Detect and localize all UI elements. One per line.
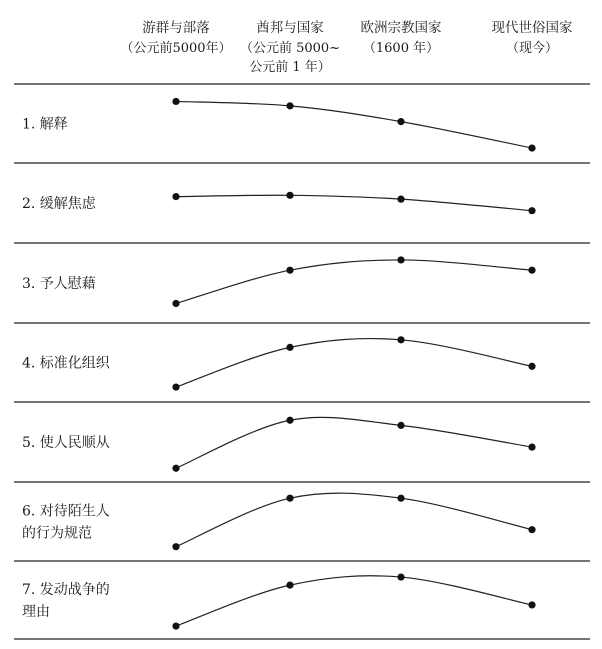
- row-label: 5. 使人民顺从: [22, 435, 110, 451]
- level-point: [172, 98, 179, 105]
- level-point: [286, 495, 293, 502]
- level-point: [528, 526, 535, 533]
- row-label: 理由: [22, 604, 50, 620]
- trend-curve: [176, 417, 532, 468]
- row: [14, 192, 590, 243]
- row: [14, 98, 590, 163]
- column-title: 现代世俗国家: [491, 20, 573, 36]
- level-point: [528, 267, 535, 274]
- row: [14, 493, 590, 561]
- column-title: 欧洲宗教国家: [360, 20, 442, 36]
- row-label: 6. 对待陌生人: [22, 503, 110, 520]
- level-point: [286, 417, 293, 424]
- trend-curve: [176, 339, 532, 388]
- level-point: [397, 422, 404, 429]
- level-point: [286, 344, 293, 351]
- level-point: [397, 118, 404, 125]
- level-point: [286, 192, 293, 199]
- level-point: [286, 267, 293, 274]
- row-label: 3. 予人慰藉: [22, 276, 96, 292]
- level-point: [397, 256, 404, 263]
- level-point: [172, 465, 179, 472]
- level-point: [528, 144, 535, 151]
- row: [14, 336, 590, 402]
- column-subtitle: （公元前 5000~: [239, 41, 341, 56]
- level-point: [172, 193, 179, 200]
- row-label: 2. 缓解焦虑: [22, 196, 96, 212]
- trend-curve: [176, 260, 532, 304]
- row-label: 1. 解释: [22, 116, 68, 133]
- column-subtitle: 公元前 1 年）: [249, 60, 331, 75]
- column-subtitle: （现今）: [505, 41, 559, 56]
- level-point: [528, 444, 535, 451]
- row: [14, 573, 590, 639]
- level-point: [172, 622, 179, 629]
- trend-curve: [176, 576, 532, 626]
- level-point: [528, 601, 535, 608]
- row-label: 4. 标准化组织: [22, 355, 110, 372]
- level-point: [528, 207, 535, 214]
- level-point: [528, 363, 535, 370]
- row: [14, 417, 590, 482]
- level-point: [397, 196, 404, 203]
- row-label: 的行为规范: [22, 525, 92, 542]
- column-subtitle: （公元前5000年）: [120, 41, 232, 56]
- row: [14, 256, 590, 323]
- level-point: [397, 573, 404, 580]
- trend-curve: [176, 101, 532, 148]
- level-point: [172, 543, 179, 550]
- level-point: [172, 300, 179, 307]
- level-point: [286, 582, 293, 589]
- column-title: 游群与部落: [142, 20, 210, 36]
- column-subtitle: （1600 年）: [362, 41, 440, 56]
- level-point: [397, 495, 404, 502]
- trend-curve: [176, 195, 532, 210]
- column-title: 酋邦与国家: [256, 20, 324, 36]
- level-point: [172, 383, 179, 390]
- row-label: 7. 发动战争的: [22, 582, 110, 598]
- trend-curve: [176, 493, 532, 547]
- level-point: [286, 102, 293, 109]
- level-point: [397, 336, 404, 343]
